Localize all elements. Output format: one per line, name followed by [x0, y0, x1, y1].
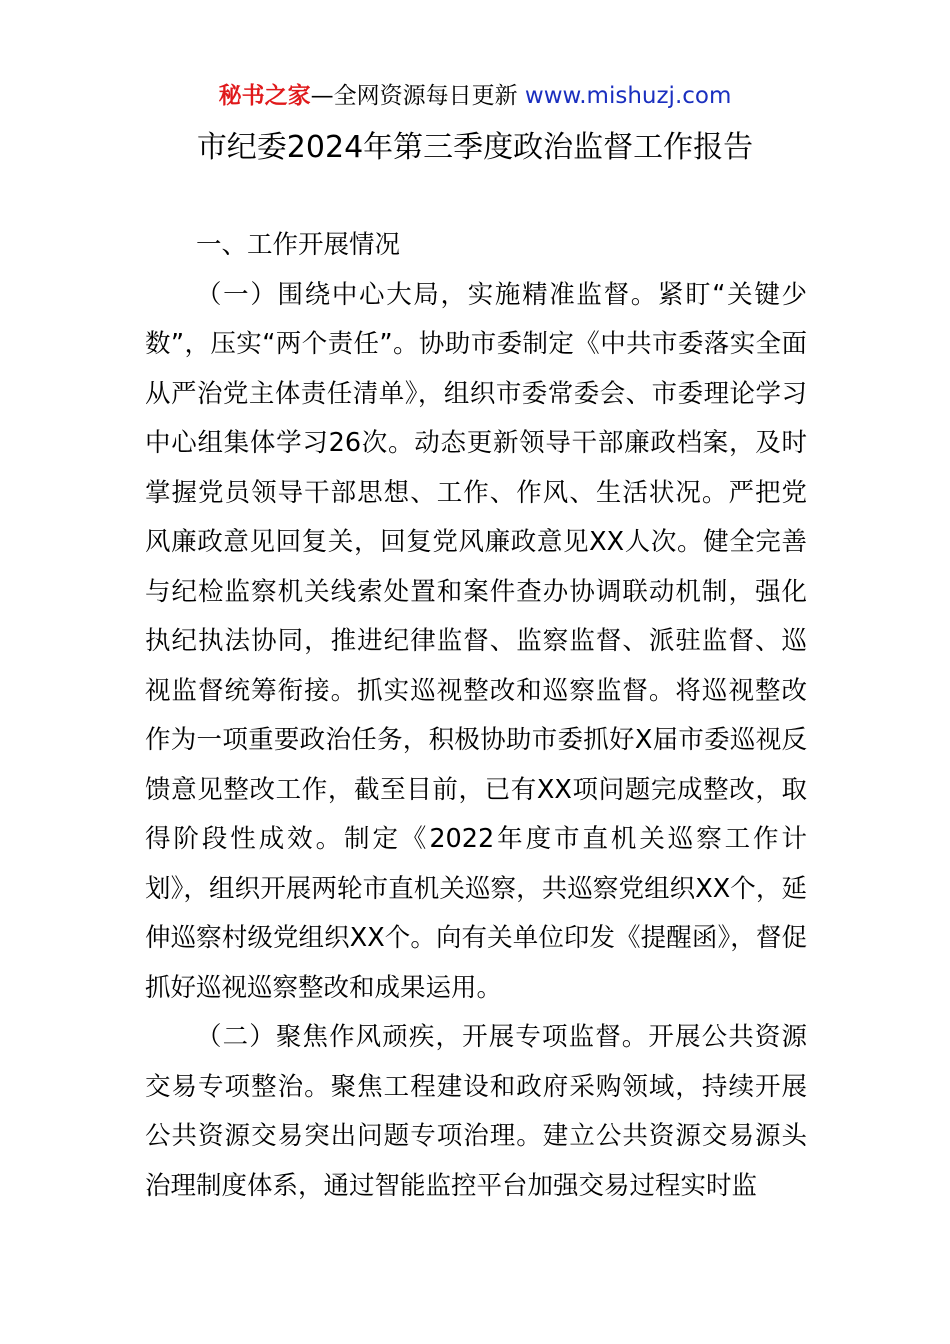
- site-url-link[interactable]: www.mishuzj.com: [524, 83, 732, 109]
- site-banner: [0, 80, 950, 112]
- site-tagline: —全网资源每日更新: [310, 83, 518, 109]
- paragraph-1: （一）围绕中心大局，实施精准监督。紧盯“关键少数”，压实“两个责任”。协助市委制定《中共市委落实全面从严治党主体责任清单》，组织市委常委会、市委理论学习中心组集体学习26次。动态更新领导干部廉政档案，及时掌握党员领导干部思想、工作、作风、生活状况。严把党风廉政意见回复关，回复党风廉政意见XX人次。健全完善与纪检监察机关线索处置和案件查办协调联动机制，强化执纪执法协同，推进纪律监督、监察监督、派驻监督、巡视监督统筹衔接。抓实巡视整改和巡察监督。将巡视整改作为一项重要政治任务，积极协助市委抓好X届市委巡视反馈意见整改工作，截至目前，已有XX项问题完成整改，取得阶段性成效。制定《2022年度市直机关巡察工作计划》，组织开展两轮市直机关巡察，共巡察党组织XX个，延伸巡察村级党组织XX个。向有关单位印发《提醒函》，督促抓好巡视巡察整改和成果运用。: [145, 279, 807, 1003]
- site-brand-name: 秘书之家: [218, 83, 311, 109]
- section-heading: 一、工作开展情况: [196, 230, 401, 260]
- document-body: [145, 221, 807, 1211]
- document-title: 市纪委2024年第三季度政治监督工作报告: [196, 130, 754, 165]
- paragraph-2: （二）聚焦作风顽疾，开展专项监督。开展公共资源交易专项整治。聚焦工程建设和政府采购领域，持续开展公共资源交易突出问题专项治理。建立公共资源交易源头治理制度体系，通过智能监控平台加强交易过程实时监: [145, 1022, 807, 1201]
